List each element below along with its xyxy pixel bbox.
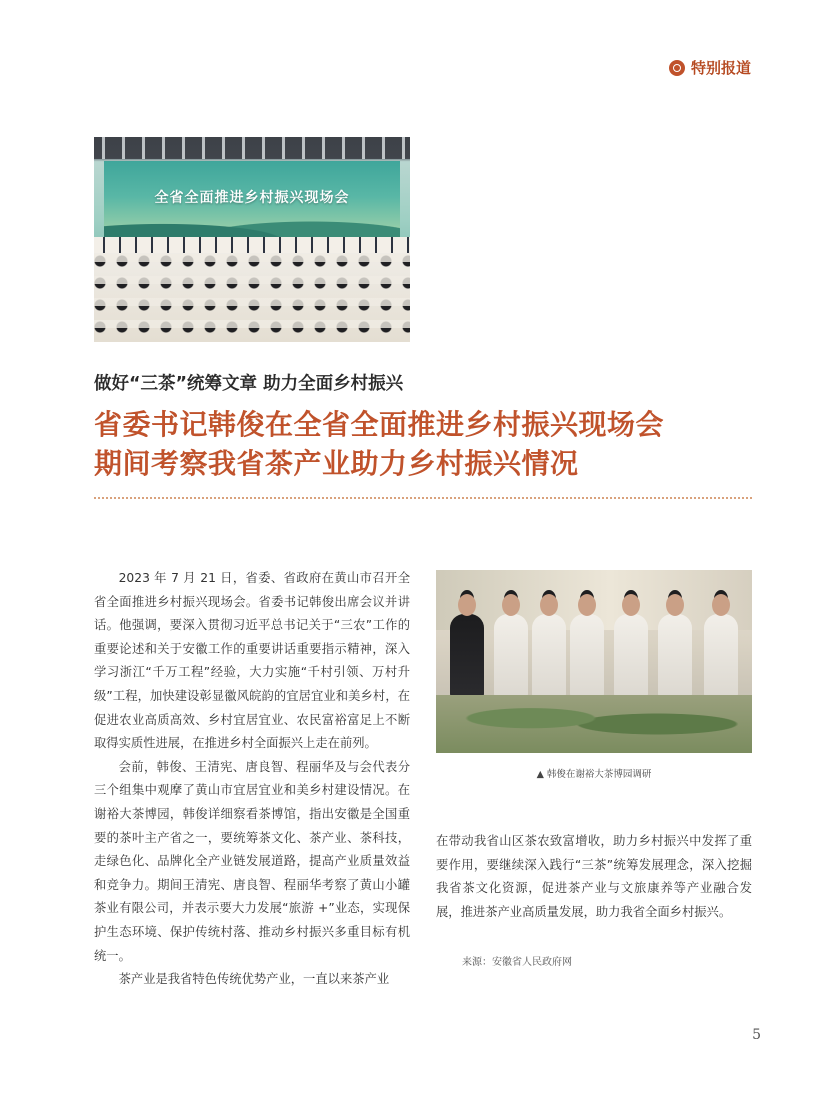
screen-landscape [104,207,400,241]
person [704,614,738,698]
article-headline [94,405,774,483]
person [450,614,484,698]
paragraph-3-end: 在带动我省山区茶农致富增收，助力乡村振兴中发挥了重要作用，要继续深入践行“三茶”统筹发展理念，深入挖掘我省茶文化资源，促进茶产业与文旅康养等产业融合发展，推进茶产业高质量发展，助力我省全面乡村振兴。 [436,834,752,919]
headline-line-2: 期间考察我省茶产业助力乡村振兴情况 [94,447,579,480]
landscape-model [436,695,752,753]
photo-caption: ▲ 韩俊在谢裕大茶博园调研 [536,769,652,780]
section-label: 特别报道 [690,59,751,77]
conference-photo [94,137,410,342]
paragraph-1: 2023 年 7 月 21 日，省委、省政府在黄山市召开全省全面推进乡村振兴现场会。省委书记韩俊出席会议并讲话。他强调，要深入贯彻习近平总书记关于“三农”工作的重要论述和关于安徽工作的重要讲话重要指示精神，深入学习浙江“千万工程”经验，大力实施“千村引领、万村升级”工程，加快建设彰显徽风皖韵的宜居宜业和美乡村，在促进农业高质高效、乡村宜居宜业、农民富裕富足上不断取得实质性进展，在推进乡村全面振兴上走在前列。 [94,571,410,751]
person [532,614,566,698]
person [658,614,692,698]
section-circle-icon [669,60,685,76]
screen-title: 全省全面推进乡村振兴现场会 [154,190,350,206]
presidium-row [94,237,410,253]
hall-ceiling [94,137,410,159]
paragraph-3-start: 茶产业是我省特色传统优势产业，一直以来茶产业 [118,972,390,987]
article-source: 来源：安徽省人民政府网 [462,957,572,968]
tea-museum-photo [436,570,752,753]
article-column-right [436,830,752,924]
article-column-left [94,567,410,992]
person [494,614,528,698]
article-subtitle: 做好“三茶”统筹文章 助力全面乡村振兴 [94,374,404,394]
page-number: 5 [752,1027,761,1043]
title-divider [94,497,752,499]
paragraph-2: 会前，韩俊、王清宪、唐良智、程丽华及与会代表分三个组集中观摩了黄山市宜居宜业和美乡村建设情况。在谢裕大茶博园，韩俊详细察看茶博馆，指出安徽是全国重要的茶叶主产省之一，要统筹茶文化、茶产业、茶科技，走绿色化、品牌化全产业链发展道路，提高产业质量效益和竞争力。期间王清宪、唐良智、程丽华考察了黄山小罐茶业有限公司，并表示要大力发展“旅游 +”业态，实现保护生态环境、保护传统村落、推动乡村振兴多重目标有机统一。 [94,759,410,963]
person [614,614,648,698]
headline-line-1: 省委书记韩俊在全省全面推进乡村振兴现场会 [94,408,665,441]
person [570,614,604,698]
section-tag [669,57,751,78]
audience [94,253,410,342]
